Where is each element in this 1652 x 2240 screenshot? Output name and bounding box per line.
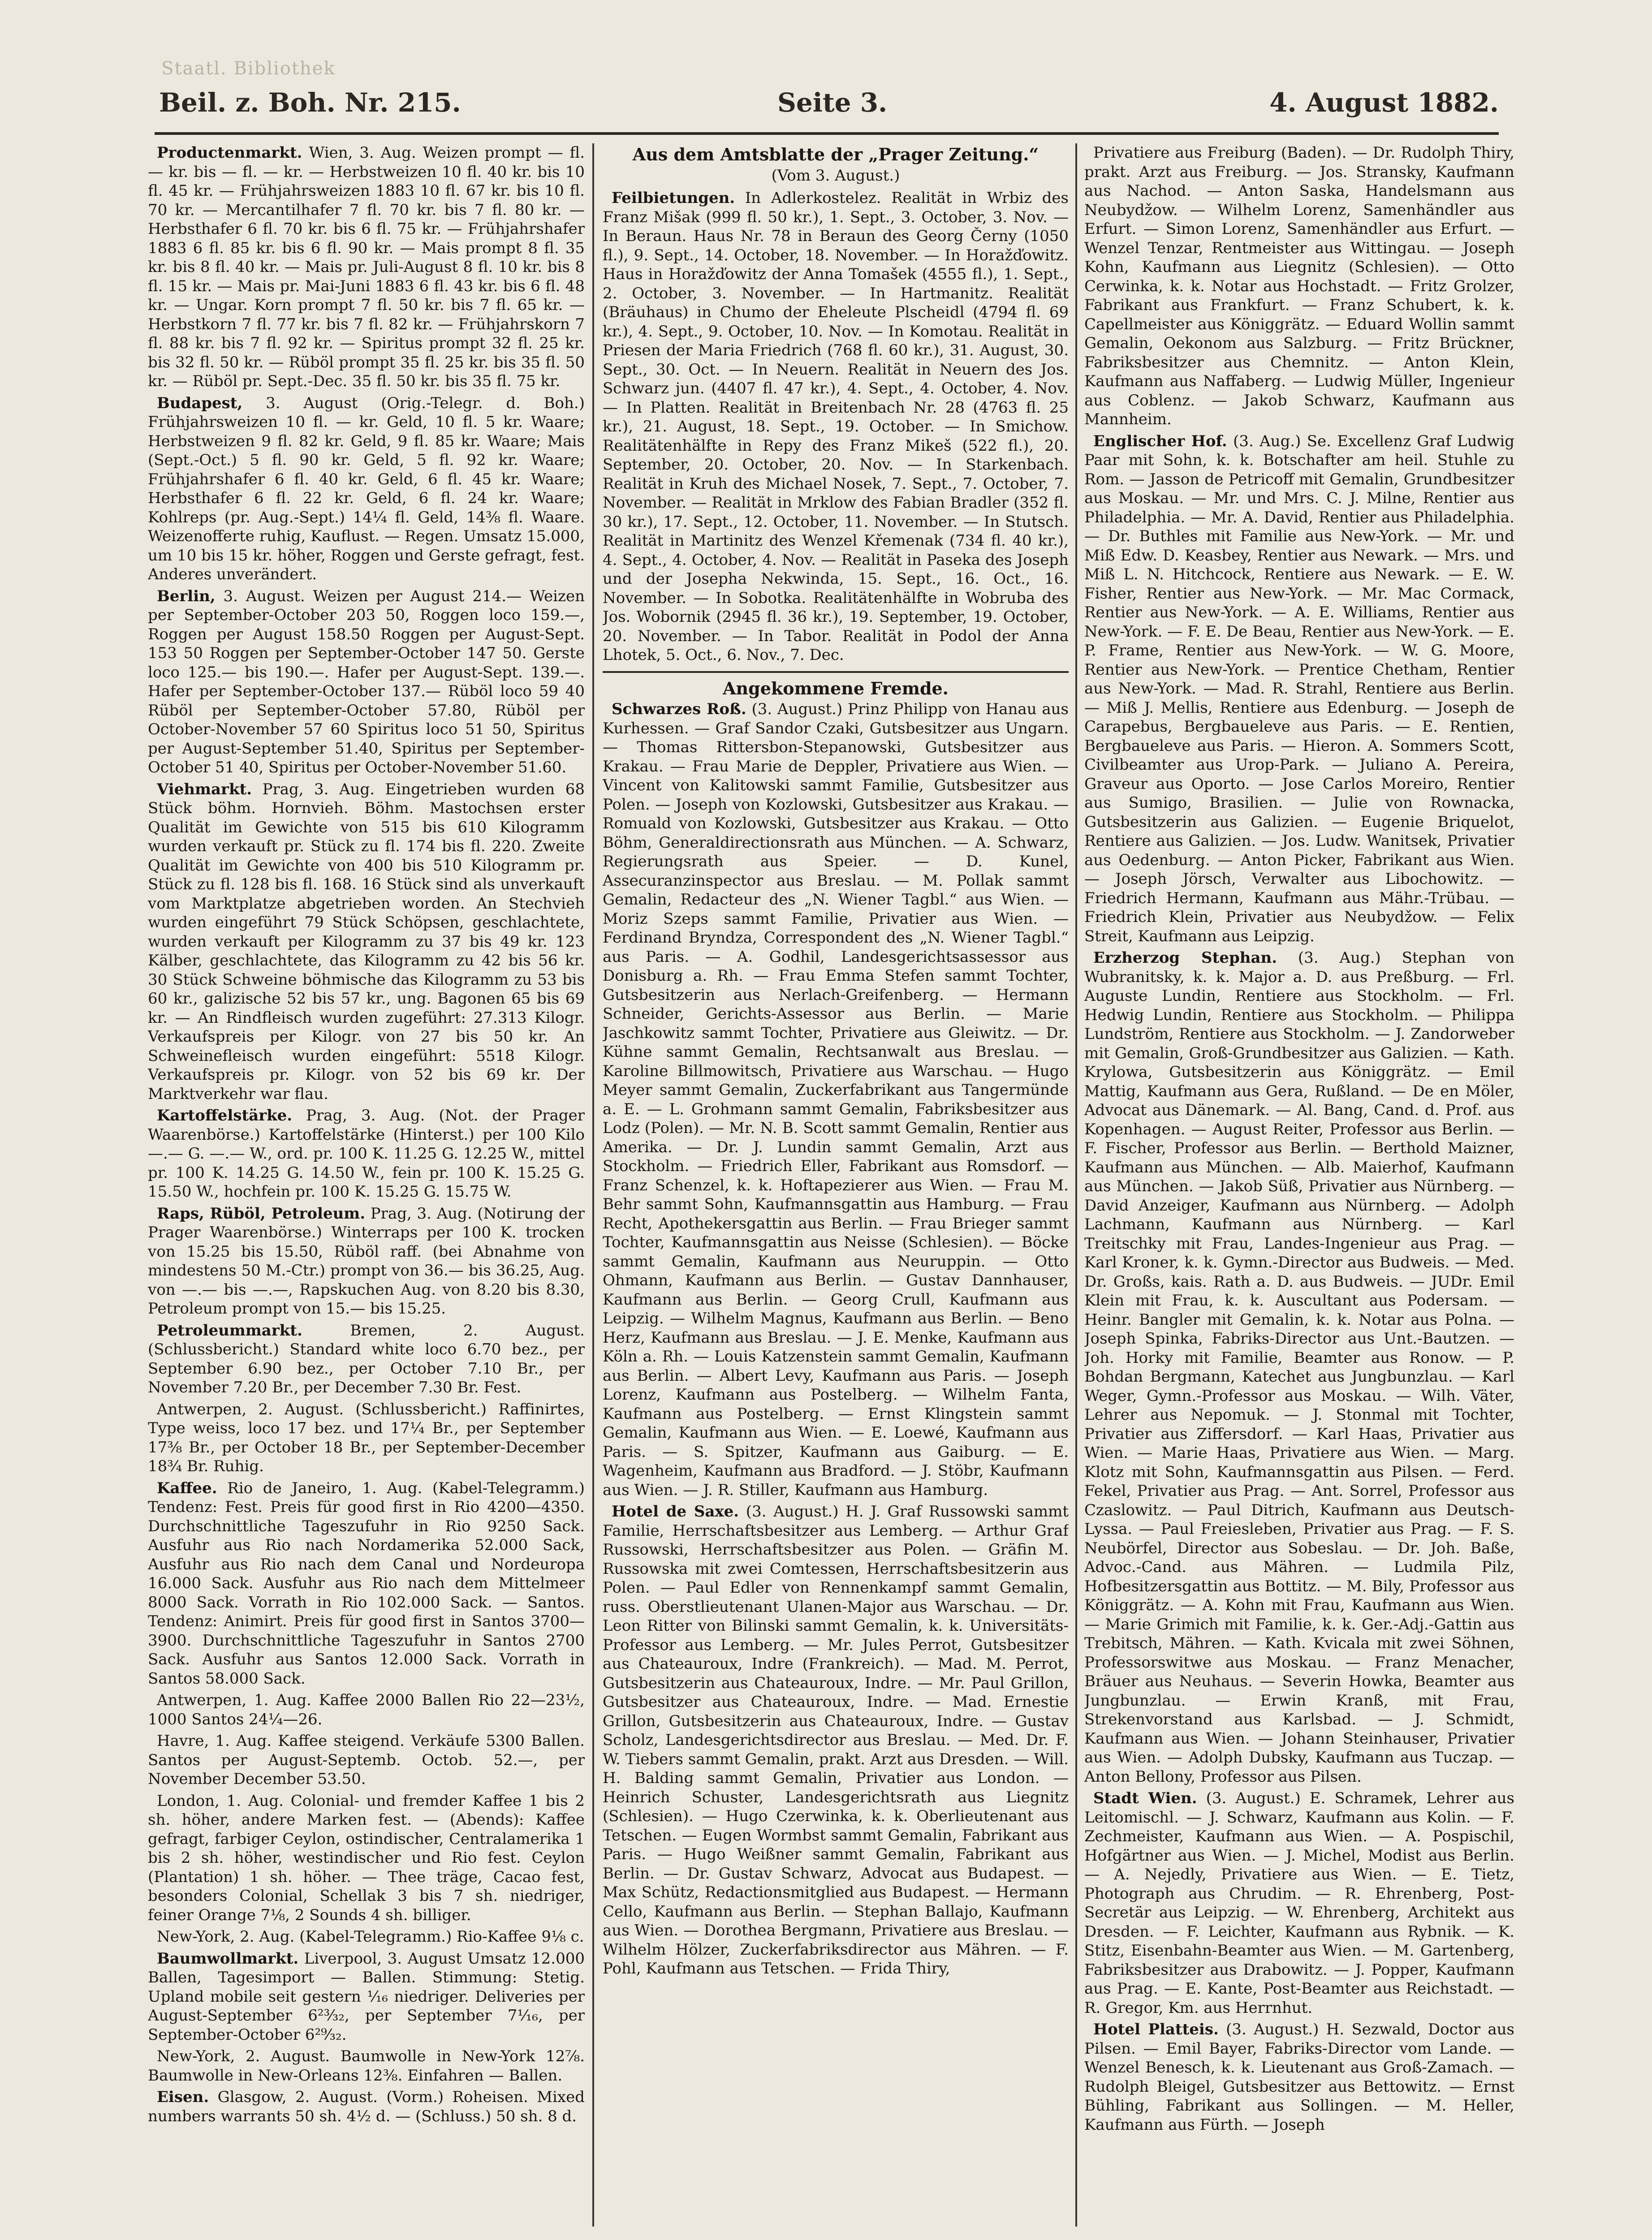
article-heading: Eisen. [157,2088,209,2106]
article-text: Prag, 3. Aug. (Notirung der Prager Waarenbörse.) Winterraps per 100 K. trocken von 15.25 bis 15.50, Rüböl raff. (bei Abnahme von mindestens 50 M.-Ctr.) prompt von 36.— bis 36.25, Aug. von —.— bis —.—, Rapskuchen Aug. von 8.20 bis 8.30, Petroleum prompt von 15.— bis 15.25. [148,1204,585,1318]
article-text: Antwerpen, 1. Aug. Kaffee 2000 Ballen Rio 22—23½, 1000 Santos 24¼—26. [148,1691,585,1728]
article-heading: Baumwollmarkt. [157,1949,299,1968]
article-heading: Schwarzes Roß. [612,700,746,718]
article-text: Glasgow, 2. August. (Vorm.) Roheisen. Mixed numbers warrants 50 sh. 4½ d. — (Schluss.) 50 sh. 8 d. [148,2088,585,2125]
article-paragraph [1084,2020,1514,2134]
article-paragraph [603,1502,1069,1978]
article-paragraph [148,1479,585,1689]
article-text: Liverpool, 3. August Umsatz 12.000 Ballen, Tagesimport — Ballen. Stimmung: Stetig. Upland mobile seit gestern ⅟₁₆ niedriger. Deliveries per August-September 6²³⁄₃₂, per September 7⅟₁₆, per September-October 6²⁹⁄₃₂. [148,1949,585,2044]
article-text: (3. August.) H. J. Graf Russowski sammt Familie, Herrschaftsbesitzer aus Lemberg. — Arthur Graf Russowski, Herrschaftsbesitzer aus Polen. — Gräfin M. Russowska mit zwei Comtessen, Herrschaftsbesitzerin aus Polen. — Paul Edler von Rennenkampf sammt Gemalin, russ. Oberstlieutenant Ulanen-Major aus Warschau. — Dr. Leon Ritter von Bilinski sammt Gemalin, k. k. Universitäts-Professor aus Lemberg. — Mr. Jules Perrot, Gutsbesitzer aus Chateauroux, Indre (Frankreich). — Mad. M. Perrot, Gutsbesitzerin aus Chateauroux, Indre. — Mr. Paul Grillon, Gutsbesitzer aus Chateauroux, Indre. — Mad. Ernestie Grillon, Gutsbesitzerin aus Chateauroux, Indre. — Gustav Scholz, Landesgerichtsdirector aus Breslau. — Med. Dr. F. W. Tiebers sammt Gemalin, prakt. Arzt aus Dresden. — Will. H. Balding sammt Gemalin, Privatier aus London. — Heinrich Schuster, Landesgerichtsrath aus Liegnitz (Schlesien). — Hugo Czerwinka, k. k. Oberlieutenant aus Tetschen. — Eugen Wormbst sammt Gemalin, Fabrikant aus Paris. — Hugo Weißner sammt Gemalin, Fabrikant aus Berlin. — Dr. Gustav Schwarz, Advocat aus Budapest. — Max Schütz, Redactionsmitglied aus Budapest. — Hermann Cello, Kaufmann aus Berlin. — Stephan Ballajo, Kaufmann aus Wien. — Dorothea Bergmann, Privatiere aus Breslau. — Wilhelm Hölzer, Zuckerfabriksdirector aus Mähren. — F. Pohl, Kaufmann aus Tetschen. — Frida Thiry, [603,1503,1069,1977]
article-paragraph [148,1691,585,1729]
article-text: (3. August.) H. Sezwald, Doctor aus Pilsen. — Emil Bayer, Fabriks-Director vom Lande. — Wenzel Benesch, k. k. Lieutenant aus Groß-Zamach. — Rudolph Bleigel, Gutsbesitzer aus Bettowitz. — Ernst Bühling, Fabrikant aus Sollingen. — M. Heller, Kaufmann aus Fürth. — Joseph [1084,2020,1514,2134]
article-paragraph [148,143,585,391]
article-paragraph [148,1106,585,1202]
column-market-reports [148,143,585,2227]
article-heading: Hotel Platteis. [1093,2020,1219,2038]
article-paragraph [148,1792,585,1925]
article-paragraph [1084,948,1514,1786]
article-paragraph [148,1927,585,1947]
article-paragraph [1084,143,1514,429]
article-heading: Englischer Hof. [1093,432,1227,450]
column-official-gazette [603,143,1069,2227]
article-heading: Stadt Wien. [1093,1789,1197,1807]
article-text: In Adlerkostelez. Realität in Wrbiz des Franz Mišak (999 fl. 50 kr.), 1. Sept., 3. October, 3. Nov. — In Beraun. Haus Nr. 78 in Beraun des Georg Černy (1050 fl.), 9. Sept., 14. October, 18. November. — In Horažďowitz. Haus in Horažďowitz der Anna Tomašek (4555 fl.), 1. Sept., 2. October, 3. November. — In Hartmanitz. Realität (Bräuhaus) in Chumo der Eheleute Plscheidl (4794 fl. 69 kr.), 4. Sept., 9. October, 10. Nov. — In Komotau. Realität in Priesen der Maria Friedrich (768 fl. 60 kr.), 31. August, 30. Sept., 30. Oct. — In Neuern. Realität in Neuern des Jos. Schwarz jun. (4407 fl. 47 kr.), 4. Sept., 4. October, 4. Nov. — In Platten. Realität in Breitenbach Nr. 28 (4763 fl. 25 kr.), 21. August, 18. Sept., 19. October. — In Smichow. Realitätenhälfte in Repy des Franz Mikeš (522 fl.), 20. September, 20. October, 20. Nov. — In Starkenbach. Realität in Kruh des Michael Nosek, 7. Sept., 7. October, 7. November. — Realität in Mrklow des Fabian Bradler (352 fl. 30 kr.), 17. Sept., 12. October, 11. November. — In Stutsch. Realität in Martinitz des Wenzel Křemenak (734 fl. 40 kr.), 4. Sept., 4. October, 4. Nov. — Realität in Paseka des Joseph und der Josepha Nekwinda, 15. Sept., 16. Oct., 16. November. — In Sobotka. Realitätenhälfte in Wobruba des Jos. Wobornik (2945 fl. 36 kr.), 19. September, 19. October, 20. November. — In Tabor. Realität in Podol der Anna Lhotek, 5. Oct., 6. Nov., 7. Dec. [603,189,1069,664]
article-paragraph [148,1732,585,1789]
article-paragraph [148,394,585,584]
article-text: Havre, 1. Aug. Kaffee steigend. Verkäufe 5300 Ballen. Santos per August-Septemb. Octob. 52.—, per November December 53.50. [148,1732,585,1788]
article-heading: Berlin, [157,587,216,605]
library-stamp: Staatl. Bibliothek [161,58,336,79]
section-subheading: (Vom 3. August.) [771,166,900,185]
article-heading: Viehmarkt. [157,780,252,798]
article-text: Prag, 3. Aug. (Not. der Prager Waarenbörse.) Kartoffelstärke (Hinterst.) per 100 Kilo —.— G. —.— W., ord. pr. 100 K. 11.25 G. 12.25 W., mittel pr. 100 K. 14.25 G. 14.50 W., fein pr. 100 K. 15.25 G. 15.50 W., hochfein pr. 100 K. 15.25 G. 15.75 W. [148,1107,585,1201]
article-paragraph [148,2047,585,2085]
article-paragraph [603,700,1069,1499]
article-text: (3. Aug.) Stephan von Wubranitsky, k. k. Major a. D. aus Preßburg. — Frl. Auguste Lundin, Rentiere aus Stockholm. — Frl. Hedwig Lundin, Rentiere aus Stockholm. — Philippa Lundström, Rentiere aus Stockholm. — J. Zandorweber mit Gemalin, Groß-Grundbesitzer aus Galizien. — Kath. Krylowa, Gutsbesitzerin aus Königgrätz. — Emil Mattig, Kaufmann aus Gera, Rußland. — De en Möler, Advocat aus Dänemark. — Al. Bang, Cand. d. Prof. aus Kopenhagen. — August Reiter, Professor aus Berlin. — F. Fischer, Professor aus Berlin. — Berthold Maizner, Kaufmann aus München. — Alb. Maierhof, Kaufmann aus München. — Jakob Süß, Privatier aus Nürnberg. — David Anzeiger, Kaufmann aus Nürnberg. — Adolph Lachmann, Kaufmann aus Nürnberg. — Karl Treitschky mit Frau, Landes-Ingenieur aus Prag. — Karl Kroner, k. k. Gymn.-Director aus Budweis. — Med. Dr. Großs, kais. Rath a. D. aus Budweis. — JUDr. Emil Klein mit Frau, k. k. Auscultant aus Podersam. — Heinr. Bangler mit Gemalin, k. k. Notar aus Polna. — Joseph Spinka, Fabriks-Director aus Unt.-Bautzen. — Joh. Horky mit Familie, Beamter aus Ronow. — P. Bohdan Bergmann, Katechet aus Jungbunzlau. — Karl Weger, Gymn.-Professor aus Moskau. — Wilh. Väter, Lehrer aus Nepomuk. — J. Stonmal mit Tochter, Privatier aus Ziffersdorf. — Karl Haas, Privatier aus Wien. — Marie Haas, Privatiere aus Wien. — Marg. Klotz mit Sohn, Kaufmannsgattin aus Pilsen. — Ferd. Fekel, Privatier aus Prag. — Ant. Sorrel, Professor aus Czaslowitz. — Paul Ditrich, Kaufmann aus Deutsch-Lyssa. — Paul Freiesleben, Privatier aus Prag. — F. S. Neubörfel, Director aus Sobeslau. — Dr. Joh. Baße, Advoc.-Cand. aus Mähren. — Ludmila Pilz, Hofbesitzersgattin aus Bottitz. — M. Bily, Professor aus Königgrätz. — A. Kohn mit Frau, Kaufmann aus Wien. — Marie Grimich mit Familie, k. k. Ger.-Adj.-Gattin aus Trebitsch, Mähren. — Kath. Kvicala mit zwei Söhnen, Professorswitwe aus Moskau. — Franz Menacher, Bräuer aus Neuhaus. — Severin Howka, Beamter aus Jungbunzlau. — Erwin Kranß, mit Frau, Strekenvorstand aus Karlsbad. — J. Schmidt, Kaufmann aus Wien. — Johann Steinhauser, Privatier aus Wien. — Adolph Dubsky, Kaufmann aus Tuczap. — Anton Bellony, Professor aus Pilsen. [1084,949,1514,1786]
article-text: Bremen, 2. August. (Schlussbericht.) Standard white loco 6.70 bez., per September 6.90 bez., per October 7.10 Br., per November 7.20 Br., per December 7.30 Br. Fest. [148,1321,585,1396]
article-heading: Raps, Rüböl, Petroleum. [157,1204,366,1223]
column-arrived-guests [1084,143,1514,2227]
article-text: 3. August. Weizen per August 214.— Weizen per September-October 203 50, Roggen loco 159.—, Roggen per August 158.50 Roggen per August-Sept. 153 50 Roggen per September-October 147 50. Gerste loco 125.— bis 190.—. Hafer per August-Sept. 139.—. Hafer per September-October 137.— Rüböl loco 59 40 Rüböl per September-October 57.80, Rüböl per October-November 57 60 Spiritus loco 51 50, Spiritus per August-September 51.40, Spiritus per September-October 51 40, Spiritus per October-November 51.60. [148,587,585,776]
article-text: Rio de Janeiro, 1. Aug. (Kabel-Telegramm.) Tendenz: Fest. Preis für good first in Rio 4200—4350. Durchschnittliche Tageszufuhr in Rio 9250 Sack. Ausfuhr aus Rio nach Nordamerika 52.000 Sack, Ausfuhr aus Rio nach dem Canal und Nordeuropa 16.000 Sack. Ausfuhr aus Rio nach dem Mittelmeer 8000 Sack. Vorrath in Rio 102.000 Sack. — Santos. Tendenz: Animirt. Preis für good first in Santos 3700—3900. Durchschnittliche Tageszufuhr in Santos 2700 Sack. Ausfuhr aus Santos 12.000 Sack. Vorrath in Santos 58.000 Sack. [148,1479,585,1688]
article-text: (3. August.) Prinz Philipp von Hanau aus Kurhessen. — Graf Sandor Czaki, Gutsbesitzer aus Ungarn. — Thomas Rittersbon-Stepanowski, Gutsbesitzer aus Krakau. — Frau Marie de Deppler, Privatiere aus Wien. — Vincent von Kalitowski sammt Familie, Gutsbesitzer aus Polen. — Joseph von Kozlowski, Gutsbesitzer aus Krakau. — Romuald von Kozlowski, Gutsbesitzer aus Krakau. — Otto Böhm, Generaldirectionsrath aus München. — A. Schwarz, Regierungsrath aus Speier. — D. Kunel, Assecuranzinspector aus Breslau. — M. Pollak sammt Gemalin, Redacteur des „N. Wiener Tagbl.“ aus Wien. — Moriz Szeps sammt Familie, Privatier aus Wien. — Ferdinand Bryndza, Correspondent des „N. Wiener Tagbl.“ aus Paris. — A. Godhil, Landesgerichtsassessor aus Donisburg a. Rh. — Frau Emma Stefen sammt Tochter, Gutsbesitzerin aus Nerlach-Greifenberg. — Hermann Schneider, Gerichts-Assessor aus Berlin. — Marie Jaschkowitz sammt Tochter, Privatiere aus Gleiwitz. — Dr. Kühne sammt Gemalin, Rechtsanwalt aus Breslau. — Karoline Billmowitsch, Privatiere aus Warschau. — Hugo Meyer sammt Gemalin, Zuckerfabrikant aus Tangermünde a. E. — L. Grohmann sammt Gemalin, Fabriksbesitzer aus Lodz (Polen). — Mr. N. B. Scott sammt Gemalin, Rentier aus Amerika. — Dr. J. Lundin sammt Gemalin, Arzt aus Stockholm. — Friedrich Eller, Fabrikant aus Romsdorf. — Franz Schenzel, k. k. Hoftapezierer aus Wien. — Frau M. Behr sammt Sohn, Kaufmannsgattin aus Hamburg. — Frau Recht, Apothekersgattin aus Berlin. — Frau Brieger sammt Tochter, Kaufmannsgattin aus Neisse (Schlesien). — Böcke sammt Gemalin, Kaufmann aus Neuruppin. — Otto Ohmann, Kaufmann aus Berlin. — Gustav Dannhauser, Kaufmann aus Berlin. — Georg Crull, Kaufmann aus Leipzig. — Wilhelm Magnus, Kaufmann aus Berlin. — Beno Herz, Kaufmann aus Breslau. — J. E. Menke, Kaufmann aus Köln a. Rh. — Louis Katzenstein sammt Gemalin, Kaufmann aus Berlin. — Albert Levy, Kaufmann aus Paris. — Joseph Lorenz, Kaufmann aus Postelberg. — Wilhelm Fanta, Kaufmann aus Postelberg. — Ernst Klingstein sammt Gemalin, Kaufmann aus Wien. — E. Loewé, Kaufmann aus Paris. — S. Spitzer, Kaufmann aus Gaiburg. — E. Wagenheim, Kaufmann aus Bradford. — J. Stöbr, Kaufmann aus Wien. — J. R. Stiller, Kaufmann aus Hamburg. [603,700,1069,1499]
article-text: Prag, 3. Aug. Eingetrieben wurden 68 Stück böhm. Hornvieh. Böhm. Mastochsen erster Qualität im Gewichte von 515 bis 610 Kilogramm wurden verkauft pr. Stück zu fl. 174 bis fl. 220. Zweite Qualität im Gewichte von 400 bis 510 Kilogramm pr. Stück zu fl. 128 bis fl. 168. 16 Stück sind als unverkauft vom Marktplatze abgetrieben worden. An Stechvieh wurden eingeführt 79 Stück Schöpsen, geschlachtete, wurden verkauft per Kilogramm zu 37 bis 49 kr. 123 Kälber, geschlachtete, das Kilogramm zu 42 bis 56 kr. 30 Stück Schweine böhmische das Kilogramm zu 53 bis 60 kr., galizische 52 bis 57 kr., ung. Bagonen 65 bis 69 kr. — An Rindfleisch wurden zugeführt: 27.313 Kilogr. Verkaufspreis per Kilogr. von 27 bis 50 kr. An Schweinefleisch wurden eingeführt: 5518 Kilogr. Verkaufspreis pr. Kilogr. von 52 bis 69 kr. Der Marktverkehr war flau. [148,780,585,1103]
article-paragraph [148,1204,585,1318]
article-text: New-York, 2. Aug. (Kabel-Telegramm.) Rio-Kaffee 9⅛ c. [157,1928,584,1946]
article-heading: Feilbietungen. [612,189,735,207]
article-paragraph [148,1949,585,2045]
article-heading: Kartoffelstärke. [157,1107,293,1124]
page-number: Seite 3. [777,87,888,118]
article-text: Privatiere aus Freiburg (Baden). — Dr. Rudolph Thiry, prakt. Arzt aus Freiburg. — Jos. Stransky, Kaufmann aus Nachod. — Anton Saska, Handelsmann aus Neubydžow. — Wilhelm Lorenz, Samenhändler aus Erfurt. — Simon Lorenz, Samenhändler aus Erfurt. — Wenzel Tenzar, Rentmeister aus Wittingau. — Joseph Kohn, Kaufmann aus Liegnitz (Schlesien). — Otto Cerwinka, k. k. Notar aus Hochstadt. — Fritz Grolzer, Fabrikant aus Frankfurt. — Franz Schubert, k. k. Capellmeister aus Königgrätz. — Eduard Wollin sammt Gemalin, Oekonom aus Salzburg. — Fritz Brückner, Fabriksbesitzer aus Chemnitz. — Anton Klein, Kaufmann aus Naffaberg. — Ludwig Müller, Ingenieur aus Coblenz. — Jakob Schwarz, Kaufmann aus Mannheim. [1084,144,1514,428]
article-paragraph [148,587,585,777]
article-text: Wien, 3. Aug. Weizen prompt — fl. — kr. bis — fl. — kr. — Herbstweizen 10 fl. 40 kr. bis 10 fl. 45 kr. — Frühjahrsweizen 1883 10 fl. 67 kr. bis 10 fl. 70 kr. — Mercantilhafer 7 fl. 70 kr. bis 7 fl. 80 kr. — Herbsthafer 6 fl. 70 kr. bis 6 fl. 75 kr. — Frühjahrshafer 1883 6 fl. 85 kr. bis 6 fl. 90 kr. — Mais prompt 8 fl. 35 kr. bis 8 fl. 40 kr. — Mais pr. Juli-August 8 fl. 10 kr. bis 8 fl. 15 kr. — Mais pr. Mai-Juni 1883 6 fl. 43 kr. bis 6 fl. 48 kr. — Ungar. Korn prompt 7 fl. 50 kr. bis 7 fl. 65 kr. — Herbstkorn 7 fl. 77 kr. bis 7 fl. 82 kr. — Frühjahrskorn 7 fl. 88 kr. bis 7 fl. 92 kr. — Spiritus prompt 32 fl. 25 kr. bis 32 fl. 50 kr. — Rüböl prompt 35 fl. 25 kr. bis 35 fl. 50 kr. — Rüböl pr. Sept.-Dec. 35 fl. 50 kr. bis 35 fl. 75 kr. [148,144,585,390]
article-text: 3. August (Orig.-Telegr. d. Boh.) Frühjahrsweizen 10 fl. — kr. Geld, 10 fl. 5 kr. Waare; Herbstweizen 9 fl. 82 kr. Geld, 9 fl. 85 kr. Waare; Mais (Sept.-Oct.) 5 fl. 90 kr. Geld, 5 fl. 92 kr. Waare; Frühjahrshafer 6 fl. 40 kr. Geld, 6 fl. 45 kr. Waare; Herbsthafer 6 fl. 22 kr. Geld, 6 fl. 24 kr. Waare; Kohlreps (pr. Aug.-Sept.) 14¼ fl. Geld, 14⅜ fl. Waare. Weizenofferte ruhig, Kauflust. — Regen. Umsatz 15.000, um 10 bis 15 kr. höher, Roggen und Gerste gefragt, fest. Anderes unverändert. [148,394,585,583]
column-divider [1075,143,1077,2227]
article-paragraph [1084,1789,1514,2017]
section-heading: Aus dem Amtsblatte der „Prager Zeitung.“ [632,144,1039,164]
column-divider [592,143,594,2227]
article-text: Antwerpen, 2. August. (Schlussbericht.) Raffinirtes, Type weiss, loco 17 bez. und 17¼ Br., per September 17⅜ Br., per October 18 Br., per September-December 18¾ Br. Ruhig. [148,1400,585,1475]
article-heading: Productenmarkt. [157,144,302,162]
header-rule [155,132,1499,135]
article-paragraph [148,1400,585,1476]
article-text: London, 1. Aug. Colonial- und fremder Kaffee 1 bis 2 sh. höher, andere Marken fest. — (Abends): Kaffee gefragt, farbiger Ceylon, ostindischer, Centralamerika 1 bis 2 sh. höher, westindischer und Rio fest. Ceylon (Plantation) 1 sh. höher. — Thee träge, Cacao fest, besonders Colonial, Schellak 3 bis 7 sh. niedriger, feiner Orange 7⅛, 2 Sounds 4 sh. billiger. [148,1792,585,1924]
section-rule [603,671,1069,673]
supplement-number: Beil. z. Boh. Nr. 215. [159,87,461,118]
issue-date: 4. August 1882. [1269,87,1499,118]
article-text: (3. Aug.) Se. Excellenz Graf Ludwig Paar mit Sohn, k. k. Botschafter am heil. Stuhle zu Rom. — Jasson de Petricoff mit Gemalin, Grundbesitzer aus Moskau. — Mr. und Mrs. C. J. Milne, Rentier aus Philadelphia. — Mr. A. David, Rentier aus Philadelphia. — Dr. Buthles mit Familie aus New-York. — Mr. und Miß Edw. D. Keasbey, Rentier aus Newark. — Mrs. und Miß L. N. Hitchcock, Rentiere aus Newark. — E. W. Fisher, Rentier aus New-York. — Mr. Mac Cormack, Rentier aus New-York. — A. E. Williams, Rentier aus New-York. — F. E. De Beau, Rentier aus New-York. — E. P. Frame, Rentier aus New-York. — W. G. Moore, Rentier aus New-York. — Prentice Chetham, Rentier aus New-York. — Mad. R. Strahl, Rentiere aus Berlin. — Miß J. Mellis, Rentiere aus Edenburg. — Joseph de Carapebus, Bergbaueleve aus Paris. — E. Rentien, Bergbaueleve aus Paris. — Hieron. A. Sommers Scott, Civilbeamter aus Urop-Park. — Juliano A. Pereira, Graveur aus Oporto. — Jose Carlos Moreiro, Rentier aus Sumigo, Brasilien. — Julie von Rownacka, Gutsbesitzerin aus Galizien. — Eugenie Briquelot, Rentiere aus Galizien. — Jos. Ludw. Wanitsek, Privatier aus Oedenburg. — Anton Picker, Fabrikant aus Wien. — Joseph Jörsch, Verwalter aus Libochowitz. — Friedrich Hermann, Kaufmann aus Mähr.-Trübau. — Friedrich Klein, Privatier aus Neubydžow. — Felix Streit, Kaufmann aus Leipzig. [1084,432,1514,945]
article-heading: Erzherzog Stephan. [1093,949,1277,967]
article-paragraph [148,2088,585,2126]
article-paragraph [1084,432,1514,946]
article-heading: Hotel de Saxe. [612,1503,739,1521]
article-text: New-York, 2. August. Baumwolle in New-York 12⅞. Baumwolle in New-Orleans 12⅜. Einfahren — Ballen. [148,2047,585,2085]
article-heading: Petroleummarkt. [157,1321,302,1340]
page-header [155,78,1499,137]
article-paragraph [603,189,1069,665]
section-heading: Angekommene Fremde. [723,678,949,698]
article-heading: Kaffee. [157,1479,217,1497]
article-text: (3. August.) E. Schramek, Lehrer aus Leitomischl. — J. Schwarz, Kaufmann aus Kolin. — F. Zechmeister, Kaufmann aus Wien. — A. Pospischil, Hofgärtner aus Wien. — J. Michel, Modist aus Berlin. — A. Nejedly, Privatiere aus Wien. — E. Tietz, Photograph aus Chrudim. — R. Ehrenberg, Post-Secretär aus Leipzig. — W. Ehrenberg, Architekt aus Dresden. — F. Leichter, Kaufmann aus Rybnik. — K. Stitz, Eisenbahn-Beamter aus Wien. — M. Gartenberg, Fabriksbesitzer aus Drabowitz. — J. Popper, Kaufmann aus Prag. — E. Kante, Post-Beamter aus Reichstadt. — R. Gregor, Km. aus Herrnhut. [1084,1789,1514,2017]
article-paragraph [148,780,585,1104]
article-heading: Budapest, [157,394,243,412]
article-paragraph [148,1321,585,1397]
